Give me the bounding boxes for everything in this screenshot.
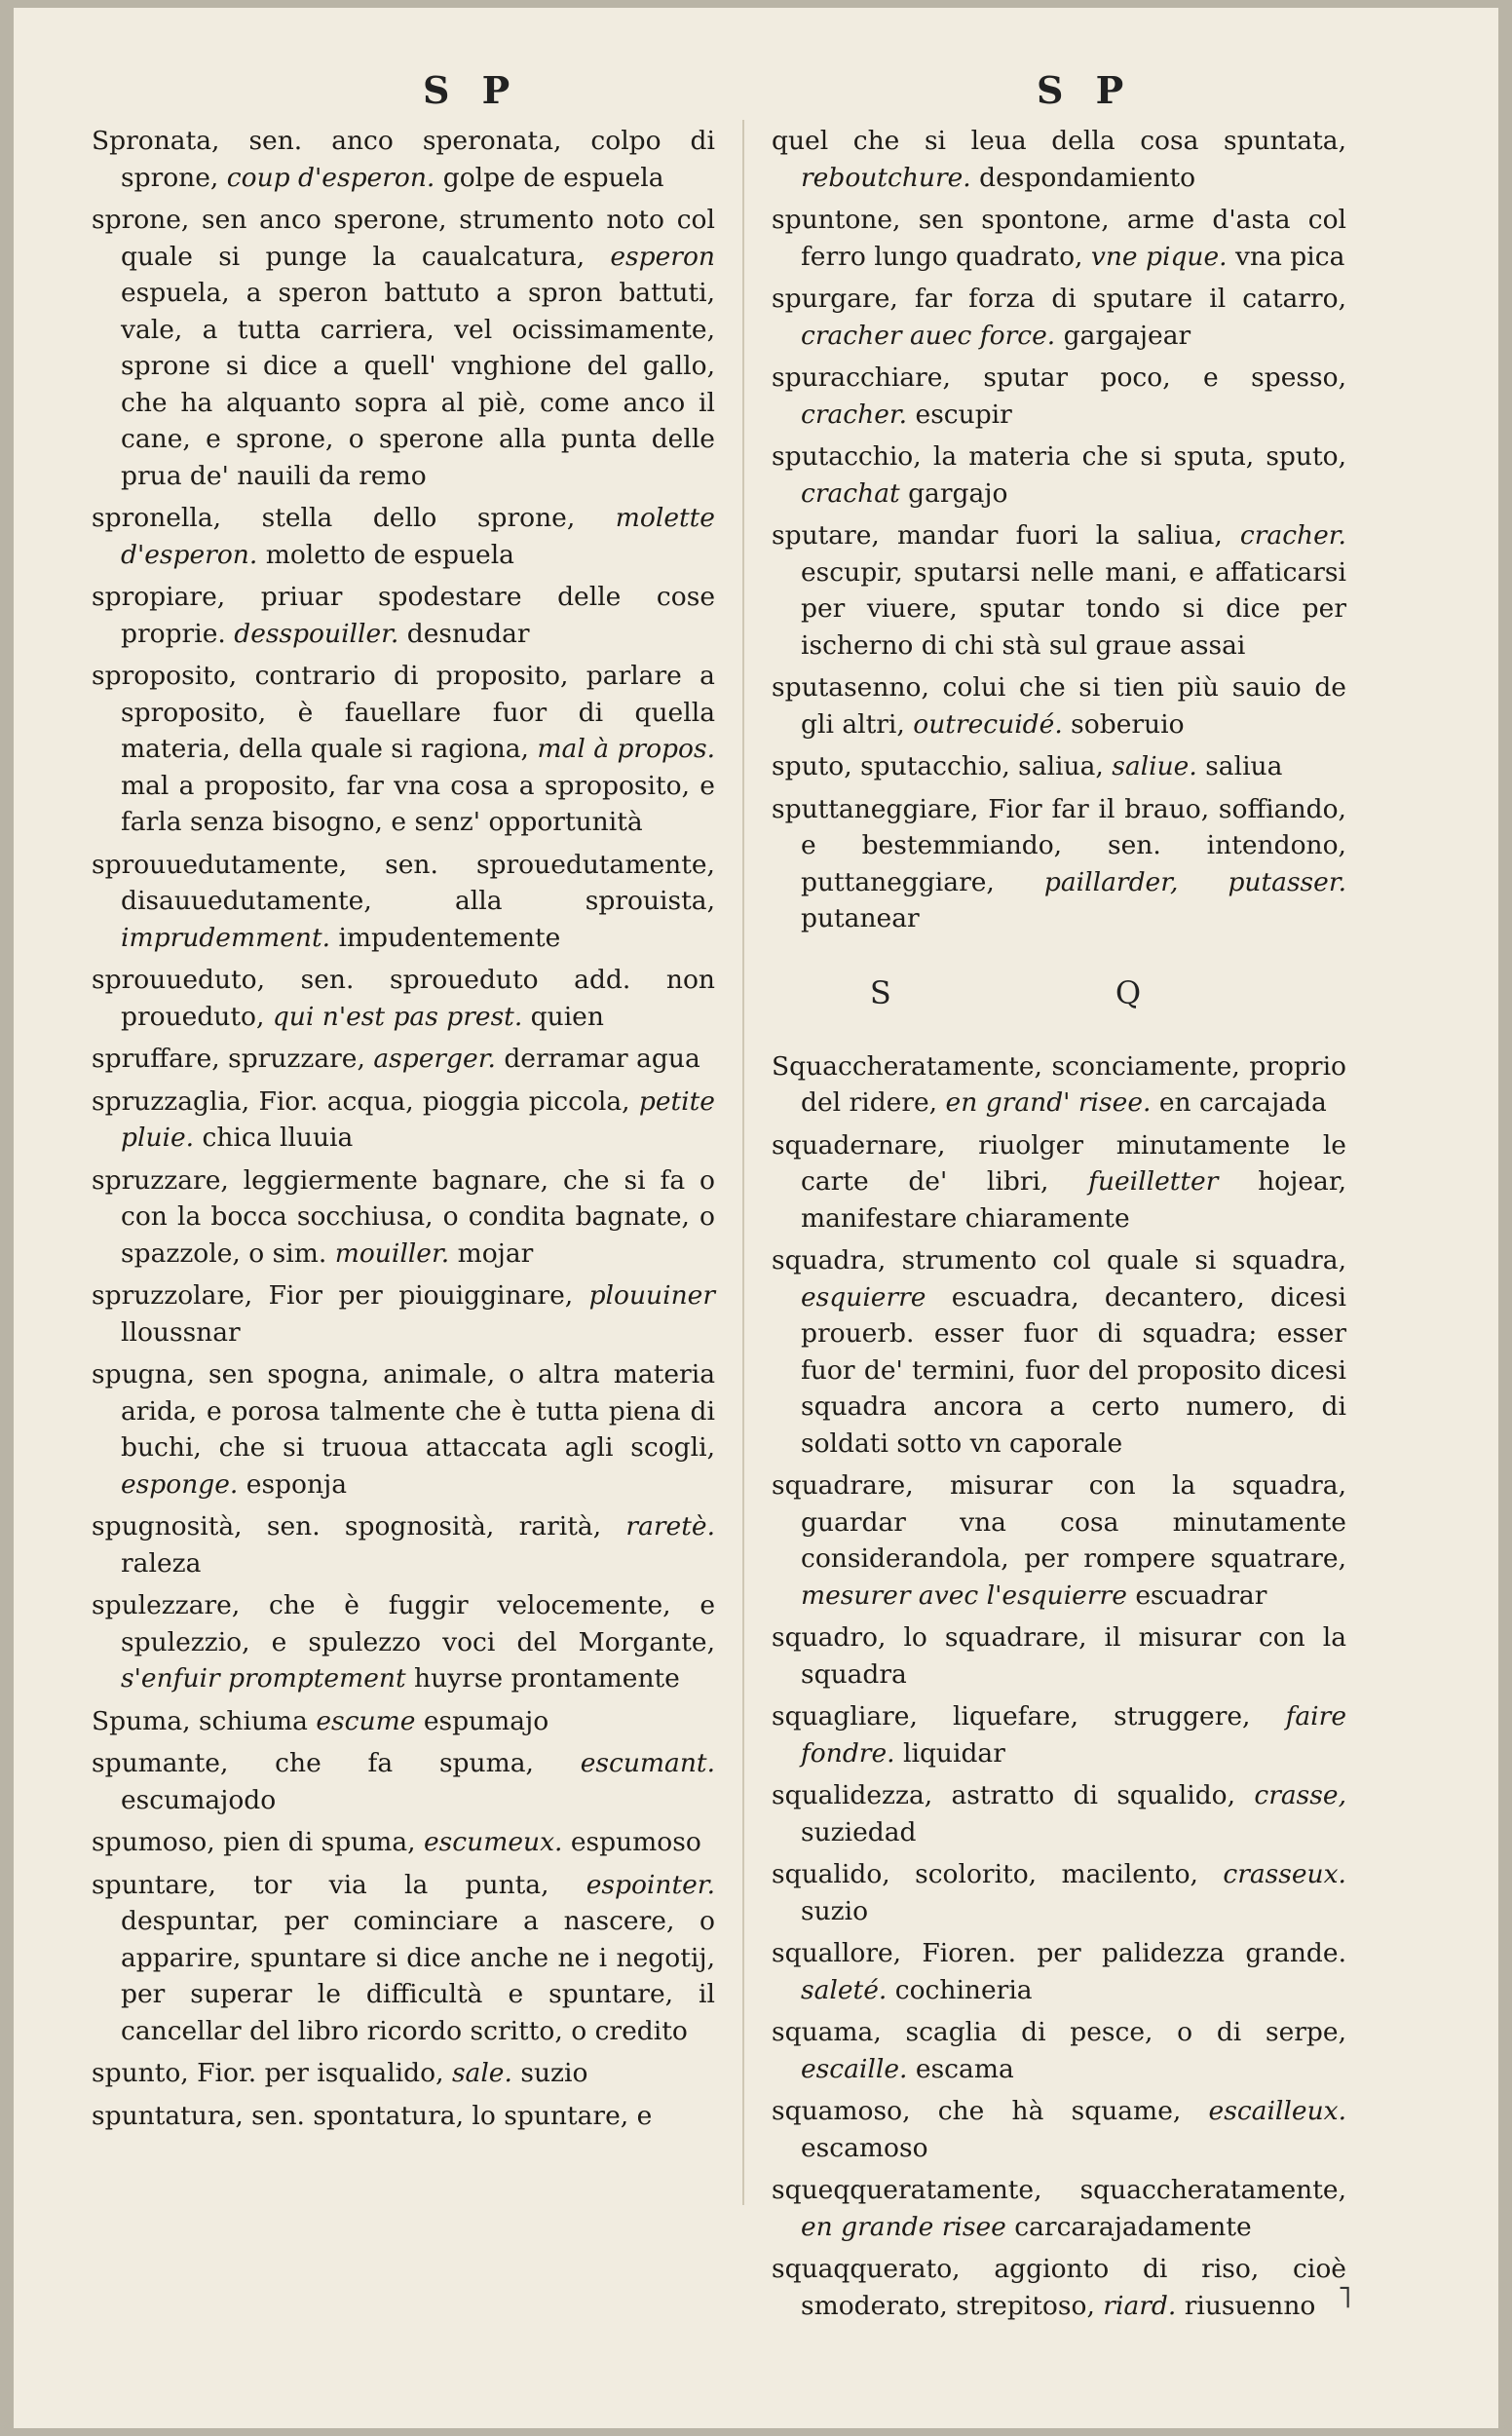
entry-french: escumant.	[580, 1748, 715, 1778]
entry-spanish: moletto de espuela	[257, 539, 514, 570]
entry-spanish: desnudar	[398, 618, 530, 649]
entry-text: sputasenno, colui che si tien più sauio de gli altri,	[772, 672, 1346, 740]
dictionary-entry	[772, 123, 1346, 196]
entry-spanish: huyrse prontamente	[405, 1663, 680, 1694]
dictionary-entry	[772, 2251, 1346, 2324]
entry-french: escailleux.	[1208, 2096, 1346, 2126]
entry-spanish: quien	[522, 1001, 604, 1032]
dictionary-entry	[772, 1048, 1346, 1122]
entry-french: riard.	[1103, 2290, 1177, 2321]
entry-french: faire fondre.	[801, 1701, 1346, 1769]
entry-french: esperon	[610, 241, 715, 272]
entry-text: spulezzare, che è fuggir velocemente, e spulezzio, e spulezzo voci del Morgante,	[92, 1590, 715, 1657]
entry-french: coup d'esperon.	[226, 162, 435, 193]
entry-french: cracher auec force.	[801, 320, 1056, 351]
entry-french: crasseux.	[1223, 1859, 1346, 1889]
entry-spanish: hojear, manifestare chiaramente	[801, 1166, 1346, 1234]
entry-text: sprouueduto, sen. sproueduto add. non proueduto,	[92, 965, 715, 1032]
entry-spanish: riusuenno	[1176, 2290, 1316, 2321]
entry-french: plouuiner	[588, 1280, 715, 1311]
entry-text: sproposito, contrario di proposito, parlare a sproposito, è fauellare fuor di quella materia, della quale si ragiona,	[92, 661, 715, 764]
entry-french: crasse,	[1254, 1780, 1346, 1810]
entry-french: mesurer avec l'esquierre	[801, 1580, 1127, 1611]
entry-french: cracher.	[801, 399, 908, 430]
left-column	[92, 8, 715, 2346]
left-entry-list	[92, 123, 715, 2140]
entry-french: saliue.	[1112, 751, 1197, 781]
entry-text: squadro, lo squadrare, il misurar con la squadra	[772, 1622, 1346, 1690]
entry-spanish: suziedad	[801, 1816, 917, 1847]
entry-french: escumeux.	[424, 1827, 563, 1857]
dictionary-entry	[92, 1867, 715, 2050]
entry-spanish: vna pica	[1227, 241, 1345, 272]
entry-spanish: gargajear	[1055, 320, 1191, 351]
running-head-right: S P	[1037, 68, 1134, 112]
dictionary-entry	[772, 281, 1346, 354]
entry-spanish: saliua	[1196, 751, 1283, 781]
entry-french: escume	[316, 1705, 416, 1736]
entry-text: sprone, sen anco sperone, strumento noto col quale si punge la caualcatura,	[92, 205, 715, 272]
entry-spanish: mojar	[449, 1237, 534, 1269]
entry-spanish: chica lluuia	[194, 1123, 354, 1153]
entry-text: sputo, sputacchio, saliua,	[772, 751, 1113, 781]
dictionary-entry	[92, 1162, 715, 1273]
entry-text: squadrare, misurar con la squadra, guardar vna cosa minutamente considerandola, per rompere squatrare,	[772, 1470, 1346, 1574]
entry-french: qui n'est pas prest.	[272, 1001, 523, 1032]
entry-spanish: gargajo	[899, 477, 1008, 509]
entry-text: squadernare, riuolger minutamente le carte de' libri,	[772, 1129, 1346, 1197]
entry-text: spunto, Fior. per isqualido,	[92, 2058, 452, 2088]
dictionary-entry	[772, 2014, 1346, 2087]
entry-spanish: escama	[907, 2053, 1014, 2084]
entry-french: saleté.	[801, 1974, 888, 2005]
entry-french: fueilletter	[1088, 1166, 1219, 1197]
entry-text: squaqquerato, aggionto di riso, cioè smoderato, strepitoso,	[772, 2254, 1346, 2321]
dictionary-entry	[92, 1084, 715, 1157]
entry-text: squalidezza, astratto di squalido,	[772, 1780, 1255, 1810]
entry-spanish: escuadrar	[1126, 1580, 1267, 1611]
entry-text: spronella, stella dello sprone,	[92, 503, 616, 533]
entry-text: Spronata, sen. anco speronata, colpo di sprone,	[92, 126, 715, 193]
entry-french: en grande risee	[801, 2211, 1006, 2242]
dictionary-entry	[772, 1467, 1346, 1614]
dictionary-entry	[92, 1356, 715, 1503]
entry-french: imprudemment.	[121, 922, 331, 953]
dictionary-entry	[772, 1127, 1346, 1237]
dictionary-entry	[92, 658, 715, 841]
entry-french: mal à propos.	[537, 734, 715, 764]
entry-french: crachat	[801, 477, 900, 509]
dictionary-entry	[772, 360, 1346, 433]
section-heading-sq: S Q	[869, 973, 1249, 1011]
dictionary-entry	[772, 1856, 1346, 1929]
entry-text: squeqqueratamente, squaccheratamente,	[772, 2175, 1346, 2205]
entry-french: esquierre	[801, 1281, 926, 1313]
entry-text: squadra, strumento col quale si squadra,	[772, 1245, 1346, 1275]
entry-spanish: escupir	[907, 399, 1012, 430]
dictionary-entry	[772, 1698, 1346, 1771]
entry-spanish: suzio	[801, 1895, 869, 1926]
entry-french: en grand' risee.	[945, 1087, 1152, 1118]
entry-text: spruzzolare, Fior per piouigginare,	[92, 1280, 589, 1311]
dictionary-entry	[92, 1508, 715, 1581]
entry-spanish: espumajo	[415, 1705, 549, 1736]
entry-spanish: cochineria	[887, 1974, 1033, 2005]
dictionary-entry	[772, 2172, 1346, 2245]
dictionary-entry	[772, 2093, 1346, 2166]
entry-text: quel che si leua della cosa spuntata,	[772, 126, 1346, 156]
entry-text: squama, scaglia di pesce, o di serpe,	[772, 2017, 1346, 2047]
entry-spanish: escuadra, decantero, dicesi prouerb. esser fuor di squadra; esser fuor de' termini, fuor del proposito dicesi squadra ancora a certo numero, di soldati sotto vn caporale	[801, 1281, 1346, 1459]
dictionary-entry	[92, 1041, 715, 1078]
running-head-left: S P	[423, 68, 520, 112]
entry-text: squallore, Fioren. per palidezza grande.	[772, 1938, 1346, 1968]
dictionary-entry	[92, 1745, 715, 1818]
dictionary-entry	[772, 202, 1346, 275]
entry-spanish: golpe de espuela	[435, 162, 664, 193]
dictionary-entry	[92, 1824, 715, 1861]
entry-text: spugnosità, sen. spognosità, rarità,	[92, 1511, 626, 1542]
entry-spanish: espumoso	[562, 1827, 701, 1857]
entry-text: spruzzaglia, Fior. acqua, pioggia piccola,	[92, 1085, 639, 1117]
entry-spanish: mal a proposito, far vna cosa a sproposito, e farla senza bisogno, e senz' opportunità	[121, 770, 715, 837]
entry-spanish: soberuio	[1062, 708, 1185, 740]
entry-french: espointer.	[586, 1869, 715, 1900]
entry-french: asperger.	[373, 1044, 496, 1074]
entry-text: sputtaneggiare, Fior far il brauo, soffiando, e bestemmiando, sen. intendono, puttaneggiare,	[772, 793, 1346, 897]
right-entry-list	[772, 123, 1346, 2330]
entry-text: spuracchiare, sputar poco, e spesso,	[772, 362, 1346, 393]
dictionary-entry	[92, 847, 715, 957]
entry-french: desspouiller.	[234, 618, 399, 649]
entry-spanish: lloussnar	[121, 1316, 241, 1348]
entry-text: spugna, sen spogna, animale, o altra materia arida, e porosa talmente che è tutta piena di buchi, che si truoua attaccata agli scogli,	[92, 1359, 715, 1463]
dictionary-entry	[92, 123, 715, 196]
dictionary-entry	[92, 500, 715, 573]
entry-text: spropiare, priuar spodestare delle cose proprie.	[92, 582, 715, 649]
dictionary-page	[14, 8, 1498, 2428]
entry-text: spruffare, spruzzare,	[92, 1044, 374, 1074]
entry-french: molette d'esperon.	[121, 503, 715, 570]
entry-text: spuntone, sen spontone, arme d'asta col ferro lungo quadrato,	[772, 205, 1346, 272]
entry-spanish: impudentemente	[330, 922, 561, 953]
dictionary-entry	[92, 2055, 715, 2092]
page-corner-mark: ˥	[1337, 2278, 1352, 2315]
entry-french: outrecuidé.	[913, 708, 1063, 740]
entry-spanish: espuela, a speron battuto a spron battuti, vale, a tutta carriera, vel ocissimamente, sprone si dice a quell' vnghione del gallo, che ha alquanto sopra al piè, come anco il cane, e sprone, o sperone alla punta delle prua de' nauili da remo	[121, 278, 715, 491]
entry-spanish: escumajodo	[121, 1784, 277, 1815]
entry-french: sale.	[451, 2058, 512, 2088]
entry-french: petite pluie.	[121, 1085, 715, 1153]
entry-french: escaille.	[801, 2053, 908, 2084]
dictionary-entry	[92, 2098, 715, 2135]
dictionary-entry	[772, 1935, 1346, 2008]
entry-french: cracher.	[1239, 520, 1346, 551]
entry-spanish: raleza	[121, 1547, 202, 1579]
entry-spanish: despondamiento	[970, 162, 1196, 193]
dictionary-entry	[772, 1619, 1346, 1693]
dictionary-entry	[92, 1587, 715, 1697]
entry-text: spruzzare, leggiermente bagnare, che si fa o con la bocca socchiusa, o condita bagnate, o spazzole, o sim.	[92, 1164, 715, 1269]
entry-french: vne pique.	[1090, 241, 1228, 272]
entry-text: squamoso, che hà squame,	[772, 2096, 1209, 2126]
entry-text: Spuma, schiuma	[92, 1705, 317, 1736]
right-sp-entries	[772, 123, 1346, 937]
entry-spanish: liquidar	[894, 1737, 1005, 1769]
entry-text: spumoso, pien di spuma,	[92, 1827, 424, 1857]
entry-spanish: carcarajadamente	[1005, 2211, 1252, 2242]
entry-text: sputacchio, la materia che si sputa, sputo,	[772, 441, 1346, 472]
entry-spanish: putanear	[801, 903, 920, 933]
dictionary-entry	[772, 748, 1346, 785]
entry-spanish: en carcajada	[1151, 1087, 1327, 1118]
dictionary-entry	[92, 962, 715, 1035]
dictionary-entry	[772, 1777, 1346, 1850]
entry-text: spumante, che fa spuma,	[92, 1748, 581, 1778]
entry-text: Squaccheratamente, sconciamente, proprio del ridere,	[772, 1050, 1346, 1118]
dictionary-entry	[772, 791, 1346, 937]
entry-spanish: derramar agua	[495, 1044, 700, 1074]
entry-french: s'enfuir promptement	[121, 1663, 406, 1694]
dictionary-entry	[92, 579, 715, 652]
entry-text: spuntare, tor via la punta,	[92, 1869, 586, 1900]
column-divider	[742, 120, 744, 2205]
dictionary-entry	[772, 438, 1346, 512]
entry-french: mouiller.	[334, 1237, 450, 1269]
entry-text: spurgare, far forza di sputare il catarro,	[772, 284, 1346, 314]
entry-french: esponge.	[121, 1468, 239, 1500]
entry-spanish: suzio	[511, 2058, 588, 2088]
entry-text: spuntatura, sen. spontatura, lo spuntare, e	[92, 2100, 653, 2131]
dictionary-entry	[92, 1277, 715, 1351]
entry-text: squalido, scolorito, macilento,	[772, 1859, 1224, 1889]
right-column	[772, 8, 1346, 2346]
entry-spanish: escupir, sputarsi nelle mani, e affaticarsi per viuere, sputar tondo si dice per ischerno di chi stà sul graue assai	[801, 556, 1346, 661]
dictionary-entry	[92, 202, 715, 494]
right-sq-entries	[772, 1048, 1346, 2325]
entry-spanish: esponja	[238, 1468, 348, 1500]
dictionary-entry	[772, 1242, 1346, 1462]
entry-spanish: escamoso	[801, 2132, 928, 2163]
entry-text: sprouuedutamente, sen. sprouedutamente, disauuedutamente, alla sprouista,	[92, 849, 715, 916]
entry-text: squagliare, liquefare, struggere,	[772, 1701, 1286, 1732]
dictionary-entry	[772, 669, 1346, 742]
entry-spanish: despuntar, per cominciare a nascere, o apparire, spuntare si dice anche ne i negotij, per superar le difficultà e spuntare, il cancellar del libro ricordo scritto, o credito	[121, 1906, 715, 2046]
entry-french: reboutchure.	[801, 162, 971, 193]
entry-french: raretè.	[625, 1511, 715, 1542]
dictionary-entry	[92, 1703, 715, 1740]
entry-french: paillarder, putasser.	[1043, 866, 1347, 897]
dictionary-entry	[772, 517, 1346, 664]
entry-text: sputare, mandar fuori la saliua,	[772, 520, 1240, 551]
